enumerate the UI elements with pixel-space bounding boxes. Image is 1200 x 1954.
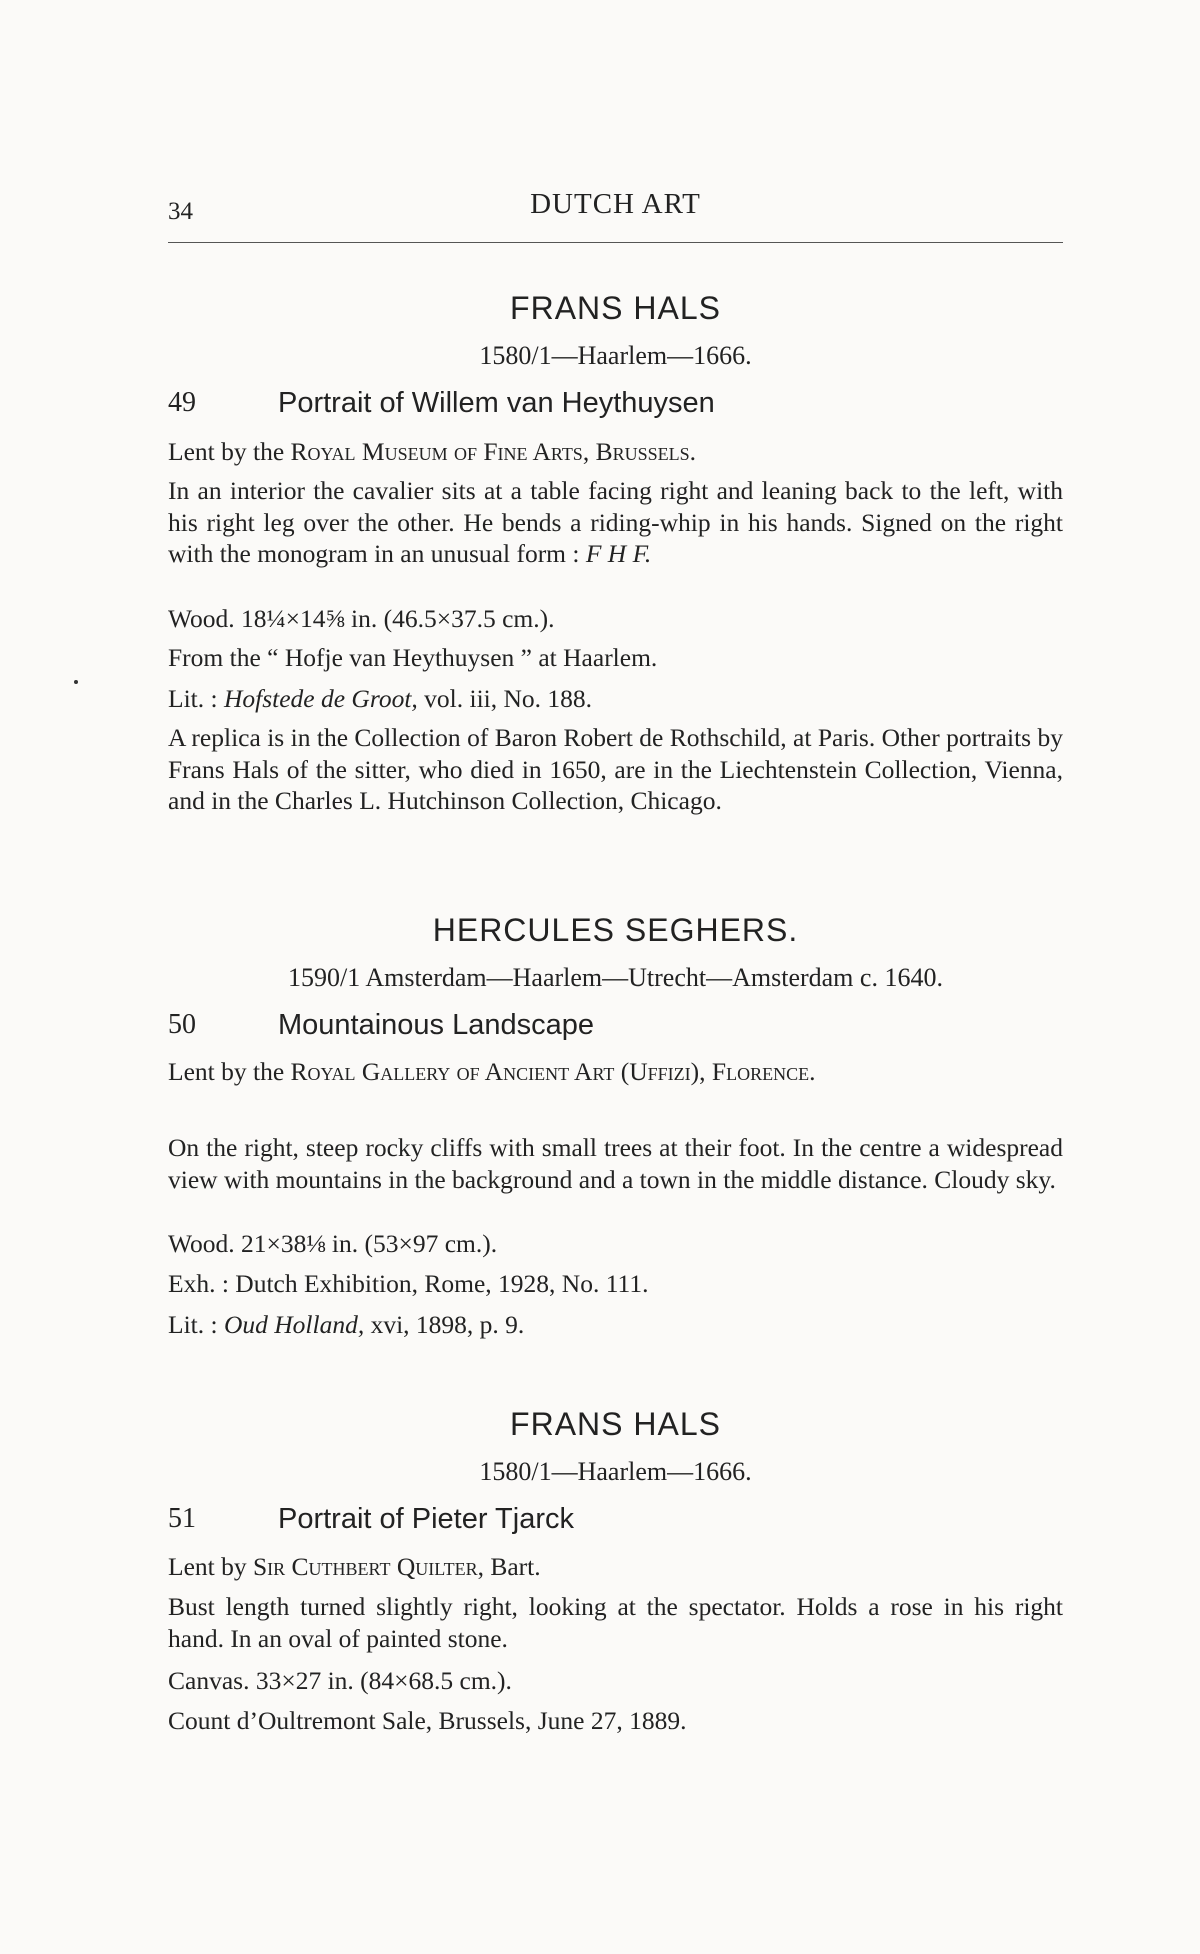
lit-prefix: Lit. : — [168, 684, 224, 713]
entry-description — [168, 475, 1063, 570]
medium-dimensions: Canvas. 33×27 in. (84×68.5 cm.). — [168, 1666, 512, 1695]
entry-heading — [168, 1009, 1063, 1049]
entry-heading — [168, 387, 1063, 427]
exhibition: Exh. : Dutch Exhibition, Rome, 1928, No. 111. — [168, 1269, 649, 1298]
artist-dates: 1580/1—Haarlem—1666. — [479, 1457, 752, 1486]
lent-prefix: Lent by the — [168, 1057, 291, 1086]
provenance: From the “ Hofje van Heythuysen ” at Haarlem. — [168, 643, 658, 672]
entry-title: Portrait of Pieter Tjarck — [278, 1503, 575, 1535]
lent-prefix: Lent by — [168, 1552, 253, 1581]
lender-suffix: Bart. — [483, 1552, 541, 1581]
entry-description: On the right, steep rocky cliffs with small trees at their foot. In the centre a widespread view with mountains in the background and a town in the middle distance. Cloudy sky. — [168, 1133, 1063, 1194]
entry-number: 49 — [168, 387, 196, 418]
medium-dimensions: Wood. 21×38⅛ in. (53×97 cm.). — [168, 1229, 498, 1258]
literature — [168, 684, 1063, 714]
lender-line — [168, 1552, 1063, 1582]
entry-note: A replica is in the Collection of Baron Robert de Rothschild, at Paris. Other portraits by Frans Hals of the sitter, who died in 1650, are in the Liechtenstein Collection, Vienna, and in the Charles L. Hutchinson Collection, Chicago. — [168, 723, 1063, 815]
lender-line — [168, 437, 1063, 467]
lit-rest: vol. iii, No. 188. — [417, 684, 593, 713]
lender-name: Sir Cuthbert Quilter, — [252, 1552, 484, 1581]
page-number: 34 — [168, 198, 193, 225]
header-rule — [168, 242, 1063, 243]
entry-description: Bust length turned slightly right, looking at the spectator. Holds a rose in his right hand. In an oval of painted stone. — [168, 1592, 1063, 1653]
artist-dates: 1590/1 Amsterdam—Haarlem—Utrecht—Amsterdam c. 1640. — [288, 963, 943, 992]
entry-title: Mountainous Landscape — [278, 1009, 595, 1041]
running-title: DUTCH ART — [530, 188, 701, 220]
lender-name: Royal Gallery of Ancient Art (Uffizi), Florence. — [290, 1057, 816, 1086]
medium-dimensions: Wood. 18¼×14⅝ in. (46.5×37.5 cm.). — [168, 604, 555, 633]
literature — [168, 1310, 1063, 1340]
description-text: In an interior the cavalier sits at a table facing right and leaning back to the left, with his right leg over the other. He bends a riding-whip in his hands. Signed on the right with the monogram in an unusual form : — [168, 476, 1063, 568]
lender-name: Royal Museum of Fine Arts, Brussels. — [290, 437, 696, 466]
print-speck — [74, 680, 78, 684]
entry-number: 51 — [168, 1503, 196, 1534]
lit-prefix: Lit. : — [168, 1310, 224, 1339]
entry-number: 50 — [168, 1009, 196, 1040]
entry-heading — [168, 1503, 1063, 1543]
lit-rest: xvi, 1898, p. 9. — [364, 1310, 525, 1339]
lender-line — [168, 1056, 1063, 1088]
running-head — [168, 188, 1063, 224]
monogram: F H F. — [585, 539, 652, 568]
provenance: Count d’Oultremont Sale, Brussels, June 27, 1889. — [168, 1706, 687, 1735]
artist-name: HERCULES SEGHERS. — [432, 912, 799, 948]
artist-name: FRANS HALS — [510, 1406, 721, 1442]
entry-title: Portrait of Willem van Heythuysen — [278, 387, 715, 419]
lit-source: Hofstede de Groot, — [223, 684, 418, 713]
lit-source: Oud Holland, — [223, 1310, 365, 1339]
artist-dates: 1580/1—Haarlem—1666. — [479, 341, 752, 370]
artist-name: FRANS HALS — [510, 290, 721, 326]
lent-prefix: Lent by the — [168, 437, 291, 466]
